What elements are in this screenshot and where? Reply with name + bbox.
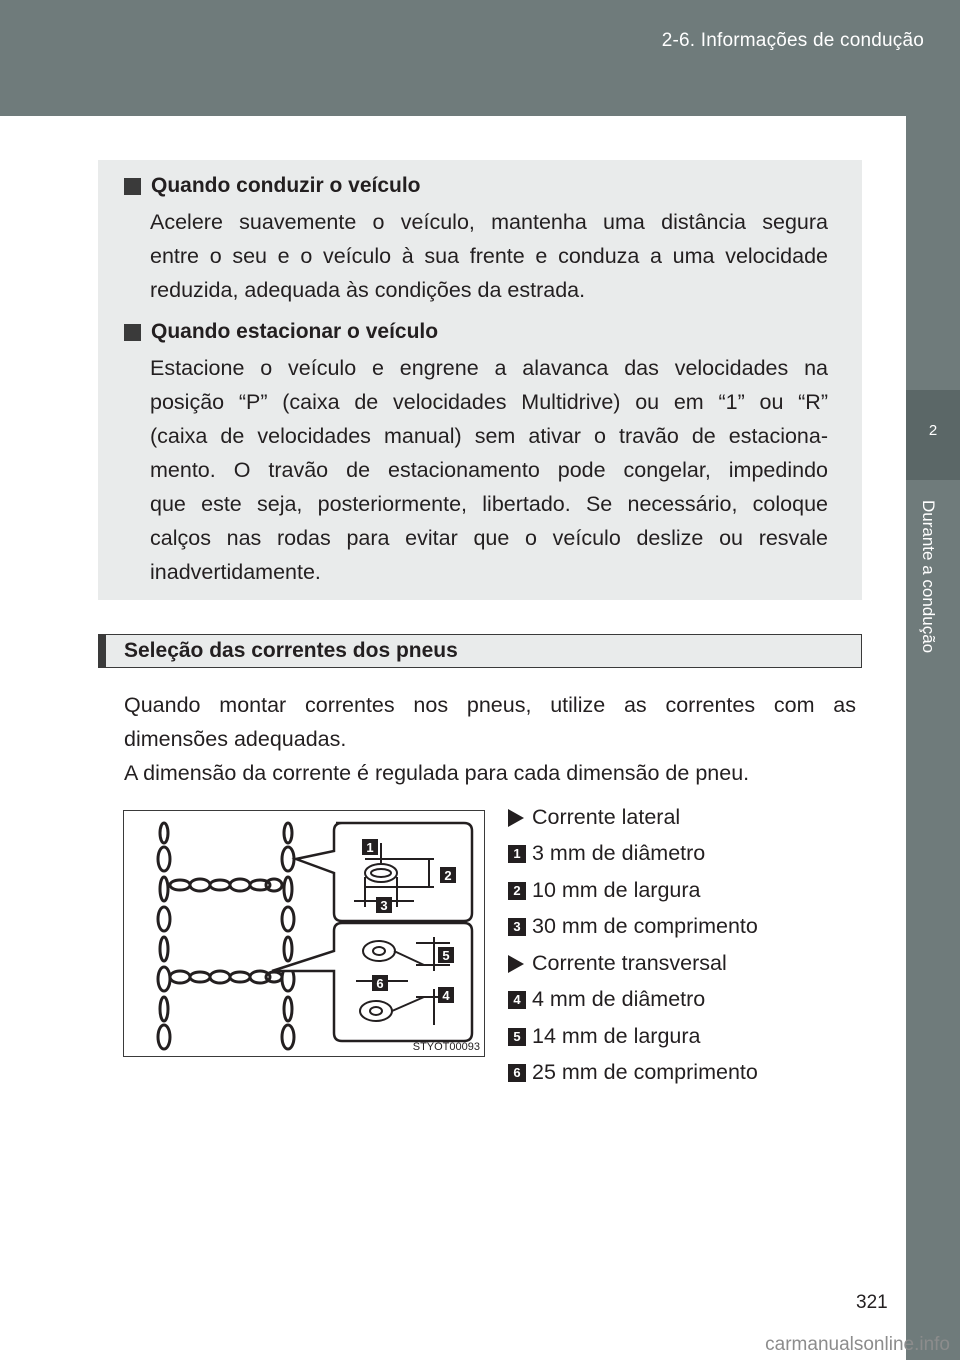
- info-subheading-title: Quando conduzir o veículo: [151, 174, 421, 197]
- legend-text: 4 mm de diâmetro: [532, 987, 706, 1011]
- info-paragraph-driving: [150, 205, 828, 307]
- cross-chain-lower: [170, 971, 282, 983]
- text-line: reduzida, adequada às condições da estrada.: [150, 278, 586, 302]
- text-line: posição “P” (caixa de velocidades Multidrive) ou em “1” ou “R”: [150, 390, 828, 414]
- legend-item: [508, 805, 680, 830]
- text-line: calços nas rodas para evitar que o veículo deslize ou resvale: [150, 526, 828, 550]
- watermark: carmanualsonline.info: [765, 1334, 950, 1355]
- tire-chain-figure: [123, 810, 485, 1057]
- legend-text: 3 mm de diâmetro: [532, 841, 706, 865]
- square-bullet-icon: [124, 324, 141, 341]
- info-subheading-driving: [124, 174, 421, 198]
- callout-5: 5: [442, 948, 450, 963]
- cross-chain-upper: [170, 879, 282, 891]
- legend-text: Corrente lateral: [532, 805, 681, 829]
- section-header: 2-6. Informações de condução: [661, 30, 924, 51]
- callout-2: 2: [444, 868, 452, 883]
- callout-4: 4: [442, 988, 450, 1003]
- tire-chain-illustration: [124, 811, 486, 1058]
- legend-badge: 1: [508, 845, 526, 863]
- text-line: Estacione o veículo e engrene a alavanca das velocidades na: [150, 356, 828, 380]
- arrow-right-icon: [508, 809, 524, 827]
- callout-6: 6: [376, 976, 384, 991]
- side-tab-strip: [906, 116, 960, 1360]
- side-chain-right: [282, 823, 294, 1049]
- legend-badge: 6: [508, 1064, 526, 1082]
- legend-badge: 4: [508, 991, 526, 1009]
- page-number: 321: [856, 1292, 888, 1313]
- legend-item: [508, 987, 705, 1012]
- square-bullet-icon: [124, 178, 141, 195]
- info-paragraph-parking: [150, 351, 828, 589]
- legend-text: 14 mm de largura: [532, 1024, 701, 1048]
- text-line: A dimensão da corrente é regulada para cada dimensão de pneu.: [124, 761, 750, 785]
- arrow-right-icon: [508, 955, 524, 973]
- callout-3: 3: [380, 898, 388, 913]
- legend-item: [508, 878, 701, 903]
- legend-badge: 2: [508, 882, 526, 900]
- text-line: mento. O travão de estacionamento pode congelar, impedindo: [150, 458, 828, 482]
- side-tab-label: Durante a condução: [919, 500, 938, 654]
- text-line: (caixa de velocidades manual) sem ativar o travão de estaciona-: [150, 424, 828, 448]
- text-line: que este seja, posteriormente, libertado. Se necessário, coloque: [150, 492, 828, 516]
- text-line: entre o seu e o veículo à sua frente e conduza a uma velocidade: [150, 244, 828, 268]
- legend-item: [508, 841, 705, 866]
- legend-badge: 5: [508, 1028, 526, 1046]
- legend-item: [508, 1024, 701, 1049]
- info-subheading-parking: [124, 320, 438, 344]
- info-subheading-title: Quando estacionar o veículo: [151, 320, 439, 343]
- legend-text: 30 mm de comprimento: [532, 914, 758, 938]
- header-band: [0, 0, 960, 116]
- legend-badge: 3: [508, 918, 526, 936]
- side-tab-number: 2: [928, 422, 938, 439]
- text-line: inadvertidamente.: [150, 560, 321, 584]
- legend-item: [508, 914, 758, 939]
- section-heading-bar: [98, 634, 862, 668]
- legend-text: Corrente transversal: [532, 951, 727, 975]
- legend-item: [508, 1060, 758, 1085]
- side-chain-left: [158, 823, 170, 1049]
- text-line: Quando montar correntes nos pneus, utilize as correntes com as: [124, 693, 856, 717]
- legend-text: 10 mm de largura: [532, 878, 701, 902]
- section-paragraph: [124, 688, 856, 790]
- legend-text: 25 mm de comprimento: [532, 1060, 758, 1084]
- figure-code: STYOT00093: [412, 1041, 480, 1053]
- legend-item: [508, 951, 727, 976]
- text-line: Acelere suavemente o veículo, mantenha uma distância segura: [150, 210, 828, 234]
- section-heading-title: Seleção das correntes dos pneus: [124, 639, 458, 662]
- callout-1: 1: [366, 840, 374, 855]
- text-line: dimensões adequadas.: [124, 727, 347, 751]
